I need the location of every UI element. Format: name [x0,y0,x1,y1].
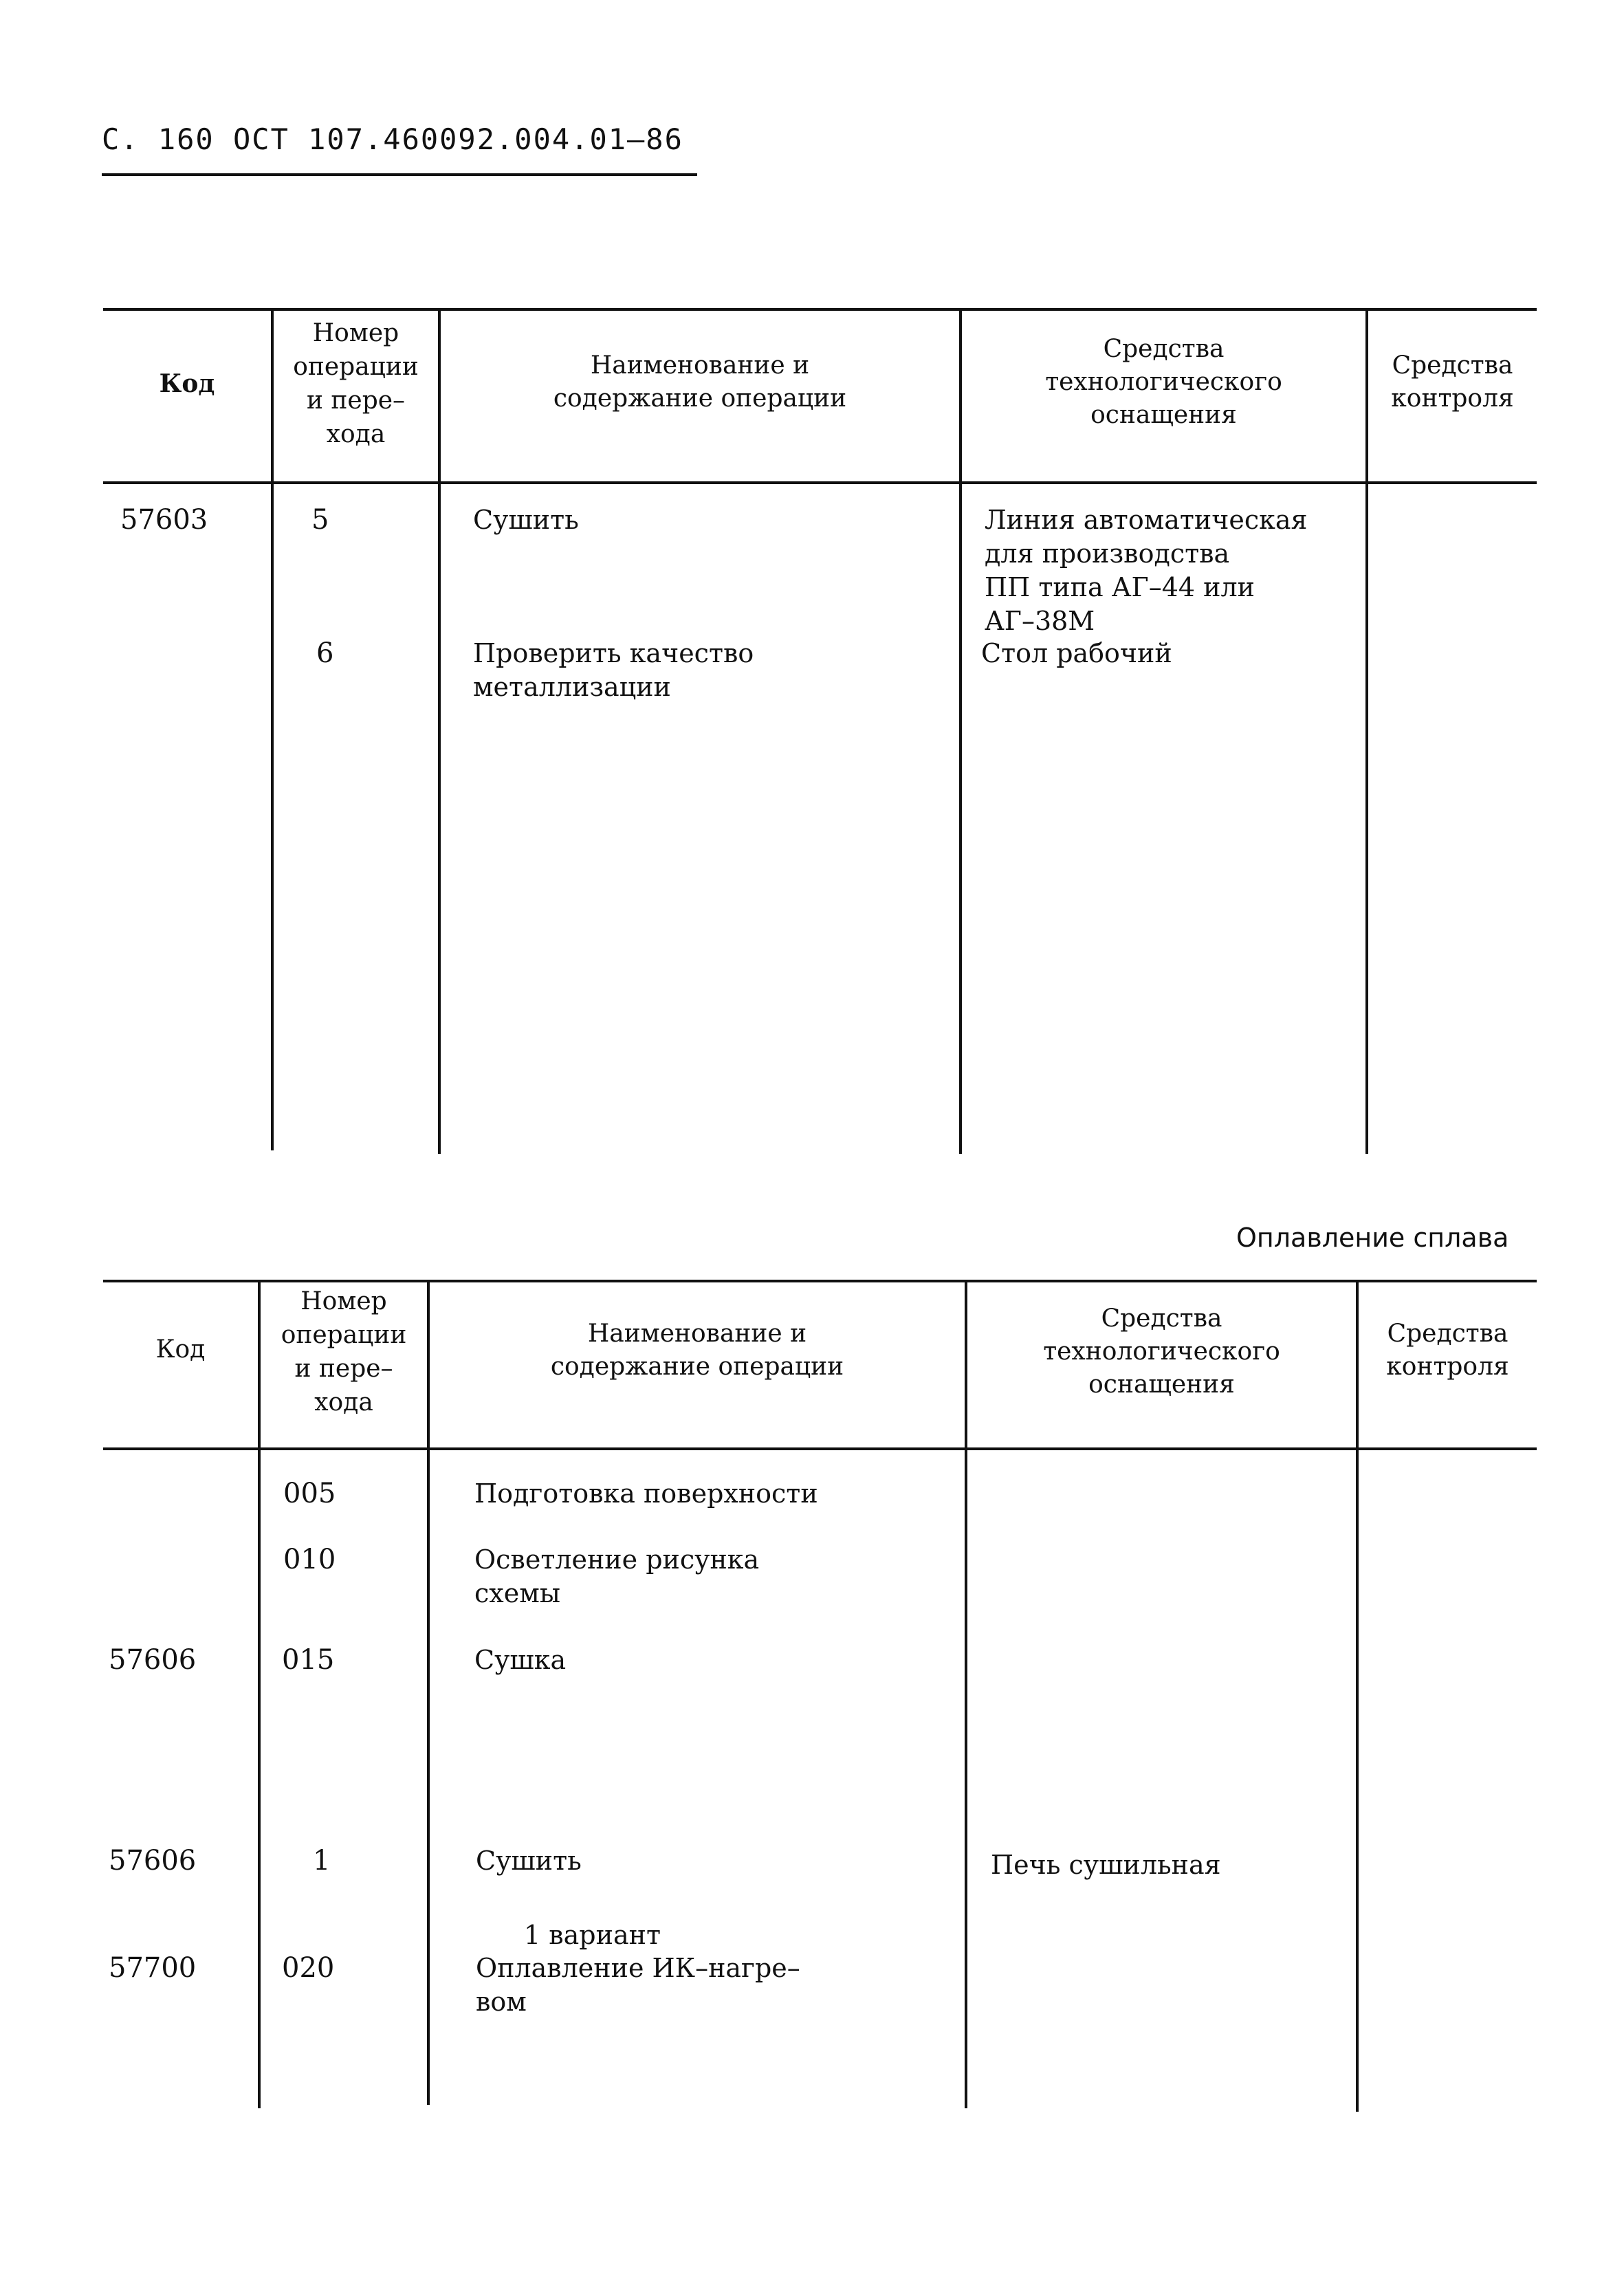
name-line: металлизации [473,672,671,702]
row-code: 57606 [109,1845,197,1877]
table1-header-op-num [274,316,438,451]
row-code: 57700 [109,1952,197,1984]
header-line: и пере– [294,1355,393,1383]
row-tooling [985,503,1308,638]
row-op: 1 [313,1845,331,1877]
tooling-line: для производства [985,538,1230,569]
header-line: Наименование и [590,351,810,380]
header-line: оснащения [1088,1370,1235,1399]
table2-top-rule [103,1280,1537,1282]
row-variant: 1 вариант [524,1920,661,1950]
header-line: Средства [1392,351,1513,380]
table2-col-divider-4 [1356,1280,1359,2112]
row-name [474,1543,759,1610]
table1-header-code: Код [159,369,215,398]
table2-header-rule [103,1447,1537,1450]
header-line: хода [314,1388,373,1417]
header-line: Средства [1103,335,1225,363]
table2-header-code: Код [155,1335,206,1364]
header-line: содержание операции [553,384,847,413]
row-tooling: Печь сушильная [991,1850,1221,1880]
header-line: содержание операции [550,1353,844,1381]
row-name [476,1952,800,2019]
row-code: 57603 [120,504,208,536]
header-line: Наименование и [587,1320,807,1348]
row-name: Сушить [473,505,579,535]
row-tooling: Стол рабочий [981,638,1172,668]
header-line: Номер [300,1287,387,1315]
row-code: 57606 [109,1644,197,1676]
header-line: Номер [312,319,399,347]
row-op: 015 [282,1644,335,1676]
table2-header-name [430,1318,965,1384]
header-line: контроля [1391,384,1514,413]
table2-header-op-num [261,1284,427,1419]
table1-col-divider-2 [438,308,441,1154]
name-line: схемы [474,1578,561,1608]
table2-header-control [1359,1318,1537,1384]
table2-header-tooling [967,1302,1356,1401]
row-name: Подготовка поверхности [474,1478,818,1509]
header-line: операции [281,1321,407,1349]
name-line: Оплавление ИК–нагре– [476,1953,800,1983]
tooling-line: ПП типа АГ–44 или [985,572,1255,602]
table1-col-divider-3 [959,308,962,1154]
tooling-line: АГ–38М [985,606,1095,636]
table2-col-divider-3 [965,1280,967,2108]
table1-top-rule [103,308,1537,311]
row-op: 005 [283,1478,336,1509]
name-line: Проверить качество [473,638,754,668]
table1-header-control [1368,349,1537,415]
header-line: операции [293,353,419,381]
table1-col-divider-4 [1365,308,1368,1154]
section-title: Оплавление сплава [1236,1223,1509,1253]
row-name: Сушка [474,1645,567,1675]
header-line: технологического [1043,1337,1280,1366]
header-line: оснащения [1090,401,1237,429]
row-op: 020 [282,1952,335,1984]
table1-header-tooling [962,333,1365,432]
header-line: и пере– [306,386,406,415]
table1-header-name [441,349,959,415]
header-line: контроля [1386,1353,1509,1381]
row-op: 010 [283,1544,336,1575]
page-header-underline [102,173,697,176]
row-op: 5 [311,504,329,536]
header-line: Средства [1387,1320,1508,1348]
header-line: технологического [1045,368,1282,396]
header-line: Средства [1101,1304,1222,1333]
name-line: вом [476,1987,527,2017]
row-name: Сушить [476,1846,582,1876]
name-line: Осветление рисунка [474,1544,760,1575]
table1-header-rule [103,481,1537,484]
row-name [473,637,754,704]
page-header: С. 160 ОСТ 107.460092.004.01–86 [102,122,683,156]
table2-col-divider-2 [427,1280,430,2105]
row-op: 6 [316,637,334,669]
tooling-line: Линия автоматическая [985,505,1308,535]
header-line: хода [326,420,386,448]
